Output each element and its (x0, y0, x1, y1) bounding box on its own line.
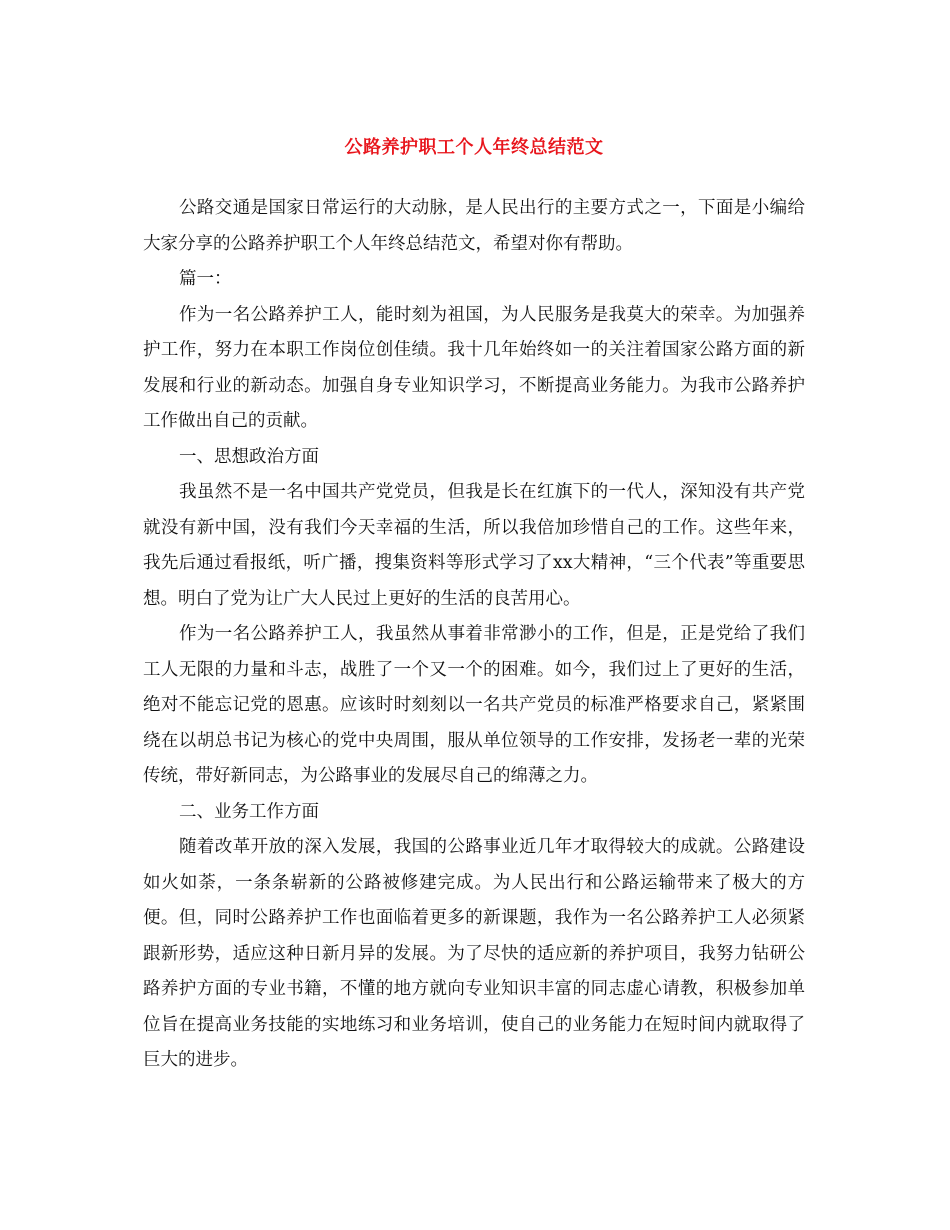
body-paragraph: 我虽然不是一名中国共产党党员，但我是长在红旗下的一代人，深知没有共产党就没有新中国，没有我们今天幸福的生活，所以我倍加珍惜自己的工作。这些年来，我先后通过看报纸，听广播，搜集资料等形式学习了xx大精神，“三个代表”等重要思想。明白了党为让广大人民过上更好的生活的良苦用心。 (143, 482, 805, 609)
body-paragraph: 随着改革开放的深入发展，我国的公路事业近几年才取得较大的成就。公路建设如火如荼，一条条崭新的公路被修建完成。为人民出行和公路运输带来了极大的方便。但，同时公路养护工作也面临着更多的新课题，我作为一名公路养护工人必须紧跟新形势，适应这种日新月异的发展。为了尽快的适应新的养护项目，我努力钻研公路养护方面的专业书籍，不懂的地方就向专业知识丰富的同志虚心请教，积极参加单位旨在提高业务技能的实地练习和业务培训，使自己的业务能力在短时间内就取得了巨大的进步。 (143, 837, 805, 1070)
intro-paragraph: 公路交通是国家日常运行的大动脉，是人民出行的主要方式之一，下面是小编给大家分享的公路养护职工个人年终总结范文，希望对你有帮助。 (143, 198, 805, 254)
section-label-part-one: 篇一： (179, 269, 232, 289)
section-heading-work: 二、业务工作方面 (179, 801, 319, 822)
body-paragraph: 作为一名公路养护工人，我虽然从事着非常渺小的工作，但是，正是党给了我们工人无限的力量和斗志，战胜了一个又一个的困难。如今，我们过上了更好的生活，绝对不能忘记党的恩惠。应该时时刻刻以一名共产党员的标准严格要求自己，紧紧围绕在以胡总书记为核心的党中央周围，服从单位领导的工作安排，发扬老一辈的光荣传统，带好新同志，为公路事业的发展尽自己的绵薄之力。 (143, 624, 805, 786)
section-heading-political: 一、思想政治方面 (179, 446, 319, 467)
body-paragraph: 作为一名公路养护工人，能时刻为祖国，为人民服务是我莫大的荣幸。为加强养护工作，努力在本职工作岗位创佳绩。我十几年始终如一的关注着国家公路方面的新发展和行业的新动态。加强自身专业知识学习，不断提高业务能力。为我市公路养护工作做出自己的贡献。 (143, 304, 805, 431)
document-title: 公路养护职工个人年终总结范文 (344, 137, 604, 159)
document-body (143, 191, 805, 1079)
